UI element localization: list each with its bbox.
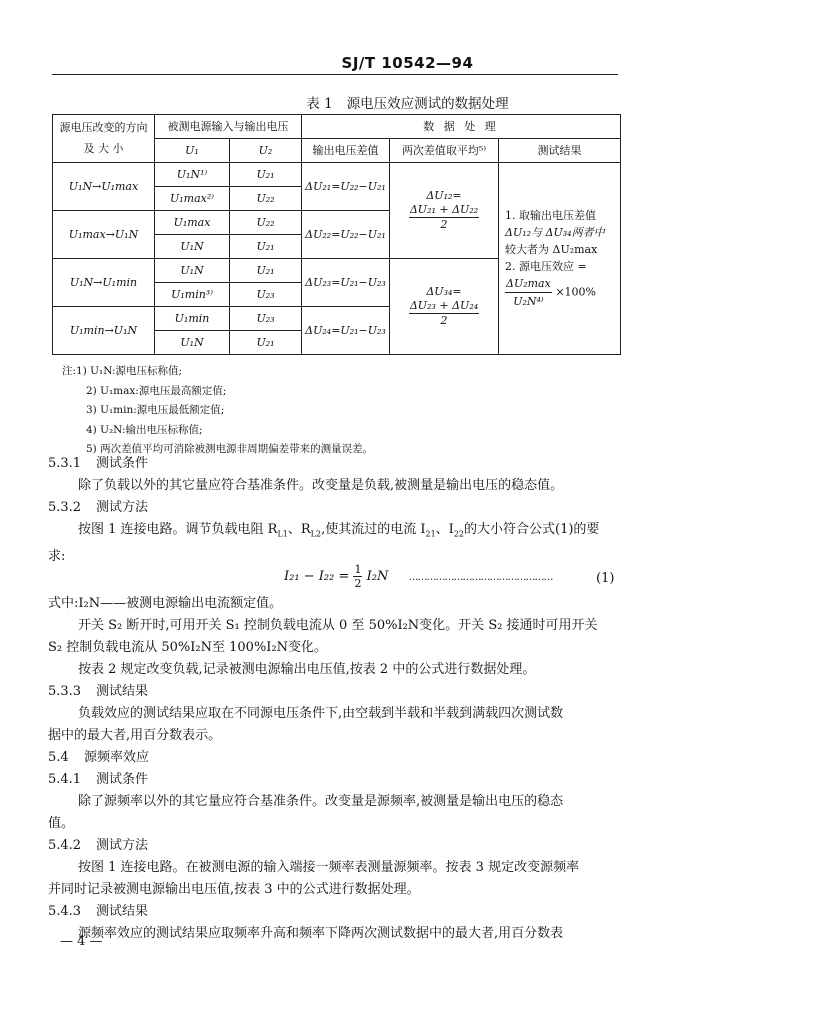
section-5-4-2-text-2: 并同时记录被测电源输出电压值,按表 3 中的公式进行数据处理。 bbox=[48, 882, 420, 897]
average-1-cell bbox=[390, 163, 499, 259]
section-5-3-2-text-4: 按表 2 规定改变负载,记录被测电源输出电压值,按表 2 中的公式进行数据处理。 bbox=[78, 662, 536, 677]
text-run: 、R bbox=[287, 522, 311, 537]
formula-fraction bbox=[353, 563, 362, 590]
average-1-lhs: ΔU₁₂= bbox=[426, 189, 462, 203]
formula-denominator: 2 bbox=[354, 577, 362, 590]
section-5-4-heading bbox=[48, 747, 620, 769]
row-2-difference: ΔU₂₂=U₂₂−U₂₁ bbox=[302, 211, 390, 259]
section-5-3-3-text-2: 据中的最大者,用百分数表示。 bbox=[48, 728, 222, 743]
section-5-3-2-text-2: 开关 S₂ 断开时,可用开关 S₁ 控制负载电流从 0 至 50%I₂N变化。开关 S₂ 接通时可用开关 bbox=[78, 618, 598, 633]
row-2-u1-a: U₁max bbox=[155, 211, 230, 235]
header-result: 测试结果 bbox=[499, 139, 621, 163]
text-run: 、I bbox=[435, 522, 454, 537]
formula-where: 式中:I₂N——被测电源输出电流额定值。 bbox=[48, 596, 283, 611]
row-3-u1-b: U₁min³⁾ bbox=[155, 283, 230, 307]
page-number: — 4 — bbox=[60, 934, 103, 949]
section-number: 5.4.3 bbox=[48, 904, 82, 919]
row-2-u2-a: U₂₂ bbox=[230, 211, 302, 235]
text-run: 的大小符合公式(1)的要 bbox=[464, 522, 600, 537]
section-title: 测试结果 bbox=[96, 684, 149, 699]
text-run: ,使其流过的电流 I bbox=[321, 522, 426, 537]
row-4-u2-a: U₂₃ bbox=[230, 307, 302, 331]
table-caption bbox=[0, 92, 815, 112]
section-title: 测试结果 bbox=[96, 904, 149, 919]
row-2-direction: U₁max→U₁N bbox=[53, 211, 155, 259]
row-1-u2-a: U₂₁ bbox=[230, 163, 302, 187]
section-number: 5.3.1 bbox=[48, 456, 82, 471]
section-title: 测试条件 bbox=[96, 456, 149, 471]
header-u2: U₂ bbox=[230, 139, 302, 163]
row-2-u2-b: U₂₁ bbox=[230, 235, 302, 259]
average-1-numerator: ΔU₂₁ + ΔU₂₂ bbox=[409, 203, 479, 217]
table-notes bbox=[62, 362, 373, 460]
body-text-upper bbox=[48, 453, 620, 568]
row-1-u2-b: U₂₂ bbox=[230, 187, 302, 211]
average-2-cell bbox=[390, 259, 499, 355]
note-5: 5) 两次差值平均可消除被测电源非周期偏差带来的测量误差。 bbox=[86, 443, 374, 455]
section-5-3-3-text-1: 负载效应的测试结果应取在不同源电压条件下,由空载到半载和半载到满载四次测试数 bbox=[78, 706, 564, 721]
header-direction: 源电压改变的方向及 大 小 bbox=[53, 115, 155, 163]
average-2-lhs: ΔU₃₄= bbox=[426, 285, 462, 299]
section-5-3-2-text-1: 按图 1 连接电路。调节负载电阻 $R_{L1}$、$R_{L2}$,使其流过的电流 $I_{21}$、$I_{22}$的大小符合公式(1)的要 bbox=[78, 522, 600, 539]
row-4-difference: ΔU₂₄=U₂₁−U₂₃ bbox=[302, 307, 390, 355]
row-1-u1-a: U₁N¹⁾ bbox=[155, 163, 230, 187]
section-title: 测试条件 bbox=[96, 772, 149, 787]
note-4: 4) U₂N:输出电压标称值; bbox=[86, 423, 203, 436]
result-fraction bbox=[505, 275, 552, 310]
header-average: 两次差值取平均⁵⁾ bbox=[390, 139, 499, 163]
row-2-u1-b: U₁N bbox=[155, 235, 230, 259]
section-title: 测试方法 bbox=[96, 500, 149, 515]
row-4-direction: U₁min→U₁N bbox=[53, 307, 155, 355]
section-5-4-1-heading bbox=[48, 769, 620, 791]
section-number: 5.3.2 bbox=[48, 500, 82, 515]
formula-number: (1) bbox=[596, 571, 615, 586]
section-5-4-3-heading bbox=[48, 901, 620, 923]
section-5-3-2-text-3: S₂ 控制负载电流从 50%I₂N至 100%I₂N变化。 bbox=[48, 640, 328, 655]
section-5-4-1-text-2: 值。 bbox=[48, 816, 75, 831]
result-numerator: ΔU₂max bbox=[505, 275, 552, 293]
row-3-u1-a: U₁N bbox=[155, 259, 230, 283]
result-formula bbox=[505, 275, 618, 310]
section-5-3-1-heading bbox=[48, 453, 620, 475]
result-line-3: 较大者为 ΔU₂max bbox=[505, 242, 598, 256]
row-1-direction: U₁N→U₁max bbox=[53, 163, 155, 211]
row-3-difference: ΔU₂₃=U₂₁−U₂₃ bbox=[302, 259, 390, 307]
table-caption-number: 表 1 bbox=[306, 96, 333, 112]
result-denominator: U₂N⁴⁾ bbox=[513, 295, 544, 309]
data-processing-table bbox=[52, 114, 621, 355]
row-3-u2-a: U₂₁ bbox=[230, 259, 302, 283]
table-caption-title: 源电压效应测试的数据处理 bbox=[346, 96, 509, 112]
row-4-u1-a: U₁min bbox=[155, 307, 230, 331]
section-5-3-3-heading bbox=[48, 681, 620, 703]
note-2: 2) U₁max:源电压最高额定值; bbox=[86, 384, 227, 397]
formula-1 bbox=[284, 563, 552, 590]
note-3: 3) U₁min:源电压最低额定值; bbox=[86, 404, 225, 416]
section-number: 5.4.2 bbox=[48, 838, 82, 853]
average-2-denominator: 2 bbox=[440, 313, 448, 327]
section-5-4-3-text-1: 源频率效应的测试结果应取频率升高和频率下降两次测试数据中的最大者,用百分数表 bbox=[78, 926, 564, 941]
result-line-2: ΔU₁₂与 ΔU₃₄两者中 bbox=[505, 225, 605, 239]
section-number: 5.4.1 bbox=[48, 772, 82, 787]
average-2-fraction bbox=[409, 299, 479, 328]
row-4-u1-b: U₁N bbox=[155, 331, 230, 355]
formula-tail: I₂N bbox=[366, 569, 389, 584]
formula-lhs: I₂₁ − I₂₂ = bbox=[284, 569, 350, 584]
row-3-direction: U₁N→U₁min bbox=[53, 259, 155, 307]
text-run: 按图 1 连接电路。调节负载电阻 R bbox=[78, 522, 278, 537]
row-1-difference: ΔU₂₁=U₂₂−U₂₁ bbox=[302, 163, 390, 211]
section-title: 源频率效应 bbox=[84, 750, 150, 765]
test-result-cell bbox=[499, 163, 621, 355]
result-tail: ×100% bbox=[555, 285, 596, 299]
average-1-denominator: 2 bbox=[440, 217, 448, 231]
section-5-3-2-heading bbox=[48, 497, 620, 519]
section-5-4-1-text-1: 除了源频率以外的其它量应符合基准条件。改变量是源频率,被测量是输出电压的稳态 bbox=[78, 794, 564, 809]
result-line-1: 1. 取输出电压差值 bbox=[505, 208, 596, 222]
section-5-3-2-text-1-cont: 求: bbox=[48, 548, 66, 564]
formula-numerator: 1 bbox=[354, 563, 362, 576]
header-u1: U₁ bbox=[155, 139, 230, 163]
header-measured-voltage: 被测电源输入与输出电压 bbox=[155, 115, 302, 139]
body-text-lower bbox=[48, 593, 620, 945]
section-5-4-2-heading bbox=[48, 835, 620, 857]
result-line-4: 2. 源电压效应 = bbox=[505, 260, 587, 273]
header-data-processing: 数 据 处 理 bbox=[302, 115, 621, 139]
standard-number-header: SJ/T 10542—94 bbox=[341, 54, 474, 72]
section-number: 5.3.3 bbox=[48, 684, 82, 699]
section-5-3-1-text: 除了负载以外的其它量应符合基准条件。改变量是负载,被测量是输出电压的稳态值。 bbox=[78, 478, 564, 493]
formula-leader-dots: ………………………………………… bbox=[408, 572, 553, 583]
section-title: 测试方法 bbox=[96, 838, 149, 853]
row-3-u2-b: U₂₃ bbox=[230, 283, 302, 307]
average-2-numerator: ΔU₂₃ + ΔU₂₄ bbox=[409, 299, 479, 313]
note-1: 注:1) U₁N:源电压标称值; bbox=[62, 365, 183, 377]
row-4-u2-b: U₂₁ bbox=[230, 331, 302, 355]
section-number: 5.4 bbox=[48, 750, 69, 765]
row-1-u1-b: U₁max²⁾ bbox=[155, 187, 230, 211]
header-rule bbox=[52, 74, 618, 75]
section-5-4-2-text-1: 按图 1 连接电路。在被测电源的输入端接一频率表测量源频率。按表 3 规定改变源频率 bbox=[78, 860, 580, 875]
header-output-difference: 输出电压差值 bbox=[302, 139, 390, 163]
average-1-fraction bbox=[409, 203, 479, 232]
